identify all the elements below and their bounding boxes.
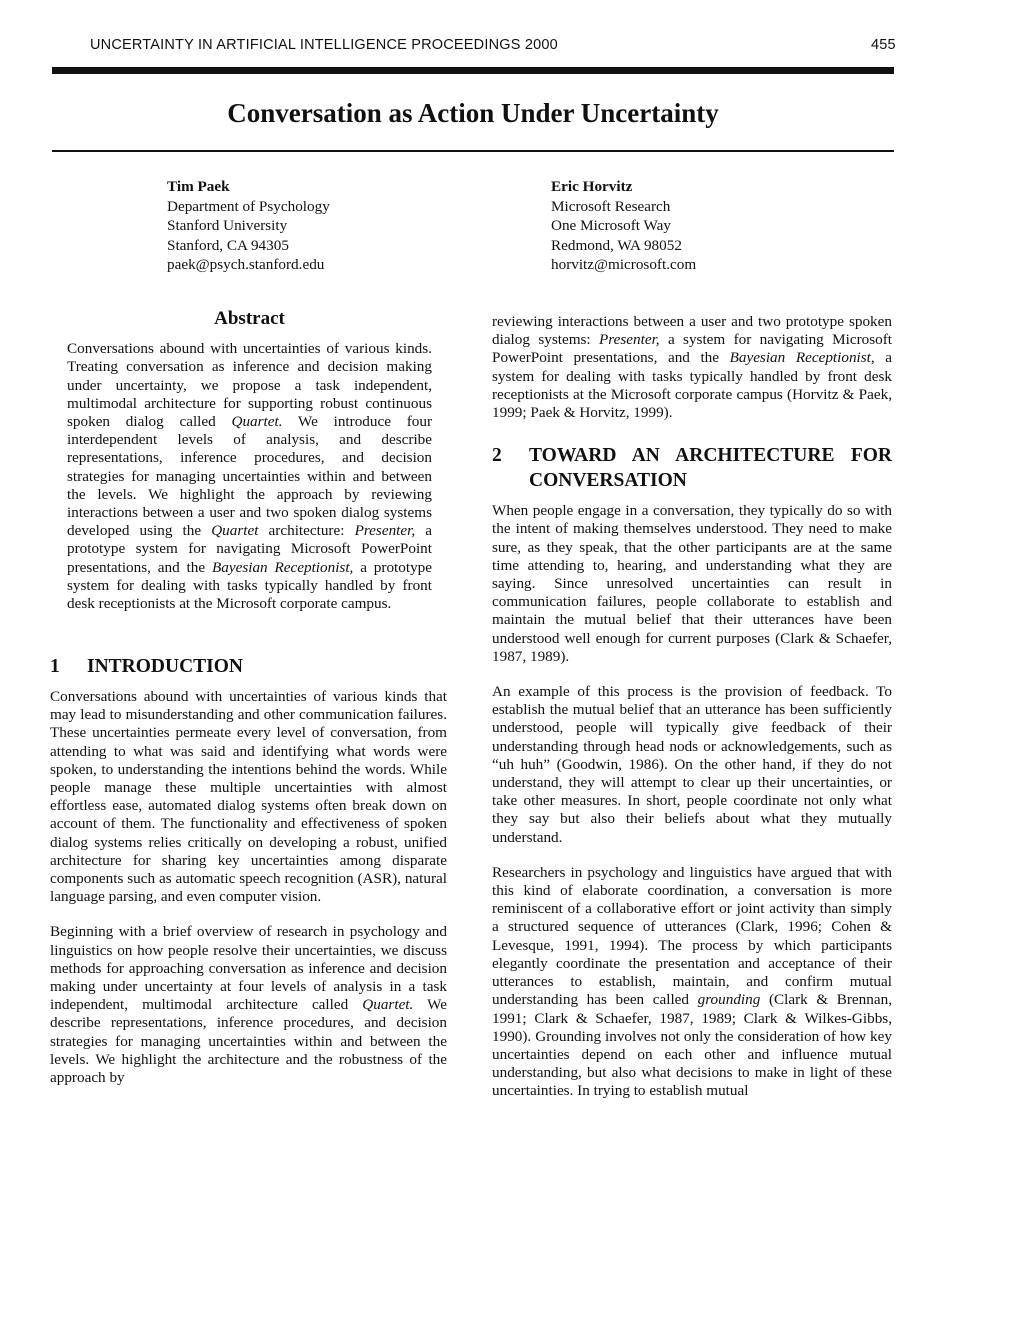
author-block-1 bbox=[167, 177, 330, 275]
author-affiliation: Department of Psychology bbox=[167, 197, 330, 215]
author-address: Stanford, CA 94305 bbox=[167, 236, 289, 254]
author-affiliation: Microsoft Research bbox=[551, 197, 671, 215]
abstract-heading: Abstract bbox=[214, 308, 285, 329]
author-block-2 bbox=[551, 177, 696, 275]
author-institution: One Microsoft Way bbox=[551, 217, 671, 235]
title-rule bbox=[52, 150, 894, 152]
section-heading bbox=[50, 654, 447, 679]
section-title: TOWARD AN ARCHITECTURE FOR CONVERSATION bbox=[529, 445, 892, 492]
right-column bbox=[492, 313, 892, 1101]
section-number: 2 bbox=[492, 445, 502, 467]
section-heading bbox=[492, 443, 892, 493]
author-name: Eric Horvitz bbox=[551, 178, 633, 195]
section-number: 1 bbox=[50, 656, 60, 677]
author-address: Redmond, WA 98052 bbox=[551, 236, 682, 254]
section-introduction bbox=[50, 654, 447, 1087]
abstract-text: Conversations abound with uncertainties of various kinds. Treating conversation as inference and decision making under uncertainty, we propose a task independent, multimodal architecture for supporting robust continuous spoken dialog called Quartet. We introduce four interdependent levels of analysis, and describe representations, inference procedures, and decision strategies for managing uncertainties within and between the levels. We highlight the approach by reviewing interactions between a user and two spoken dialog systems developed using the Quartet architecture: Presenter, a prototype system for navigating Microsoft PowerPoint presentations, and the Bayesian Receptionist, a prototype system for dealing with tasks typically handled by front desk receptionists at the Microsoft corporate campus. bbox=[67, 340, 433, 613]
paragraph: Beginning with a brief overview of research in psychology and linguistics on how people resolve their uncertainties, we discuss methods for approaching conversation as inference and decision making under uncertainty at four levels of analysis in a task independent, multimodal architecture called Quartet. We describe representations, inference procedures, and decision strategies for managing uncertainties within and between the levels. We highlight the architecture and the robustness of the approach by bbox=[50, 923, 447, 1087]
paragraph: Conversations abound with uncertainties of various kinds that may lead to misunderstanding and other communication failures. These uncertainties permeate every level of conversation, from attending to what was said and identifying what words were spoken, to understanding the intentions behind the words. While people manage these multiple uncertainties with almost effortless ease, automated dialog systems often break down on account of them. The functionality and effectiveness of spoken dialog systems relies critically on developing a robust, unified architecture for sharing key uncertainties among disparate components such as automatic speech recognition (ASR), natural language parsing, and even computer vision. bbox=[50, 688, 447, 906]
paragraph: Researchers in psychology and linguistics have argued that with this kind of elaborate coordination, a conversation is more reminiscent of a collaborative effort or joint activity than simply a structured sequence of utterances (Clark, 1996; Cohen & Levesque, 1991, 1994). The process by which participants elegantly coordinate the presentation and acceptance of their utterances to establish, maintain, and confirm mutual understanding has been called grounding (Clark & Brennan, 1991; Clark & Schaefer, 1987, 1989; Clark & Wilkes-Gibbs, 1990). Grounding involves not only the consideration of how key uncertainties depend on each other and influence mutual understanding, but also what decisions to make in light of these uncertainties. In trying to establish mutual bbox=[492, 863, 892, 1100]
paragraph: An example of this process is the provision of feedback. To establish the mutual belief that an utterance has been sufficiently understood, people will typically give feedback of their understanding through head nods or acknowledgements, such as “uh huh” (Goodwin, 1986). On the other hand, if they do not understand, they will attempt to clear up their uncertainties, or take other measures. In short, people coordinate not only what they say but also their beliefs about what they mutually understand. bbox=[492, 683, 892, 846]
paper-title: Conversation as Action Under Uncertainty bbox=[227, 98, 719, 128]
running-header-title: UNCERTAINTY IN ARTIFICIAL INTELLIGENCE PROCEEDINGS 2000 bbox=[90, 37, 558, 53]
page-number: 455 bbox=[871, 37, 896, 53]
header-rule bbox=[52, 67, 894, 74]
author-name: Tim Paek bbox=[167, 178, 230, 195]
paragraph: When people engage in a conversation, they typically do so with the intent of making themselves understood. They need to make sure, as they speak, that the other participants are at the same time attending to, hearing, and understanding what they are saying. Since unresolved uncertainties can result in communication failures, people collaborate to establish and maintain the mutual belief that their utterances have been understood well enough for current purposes (Clark & Schaefer, 1987, 1989). bbox=[492, 502, 892, 665]
paragraph-continued: reviewing interactions between a user and two prototype spoken dialog systems: Presenter, a system for navigating Microsoft PowerPoint presentations, and the Bayesian Receptionist, a system for dealing with tasks typically handled by front desk receptionists at the Microsoft corporate campus (Horvitz & Paek, 1999; Paek & Horvitz, 1999). bbox=[492, 313, 893, 422]
section-title: INTRODUCTION bbox=[87, 656, 244, 677]
author-email: horvitz@microsoft.com bbox=[551, 256, 697, 274]
author-institution: Stanford University bbox=[167, 217, 288, 235]
abstract bbox=[67, 310, 432, 613]
author-email: paek@psych.stanford.edu bbox=[167, 256, 325, 274]
